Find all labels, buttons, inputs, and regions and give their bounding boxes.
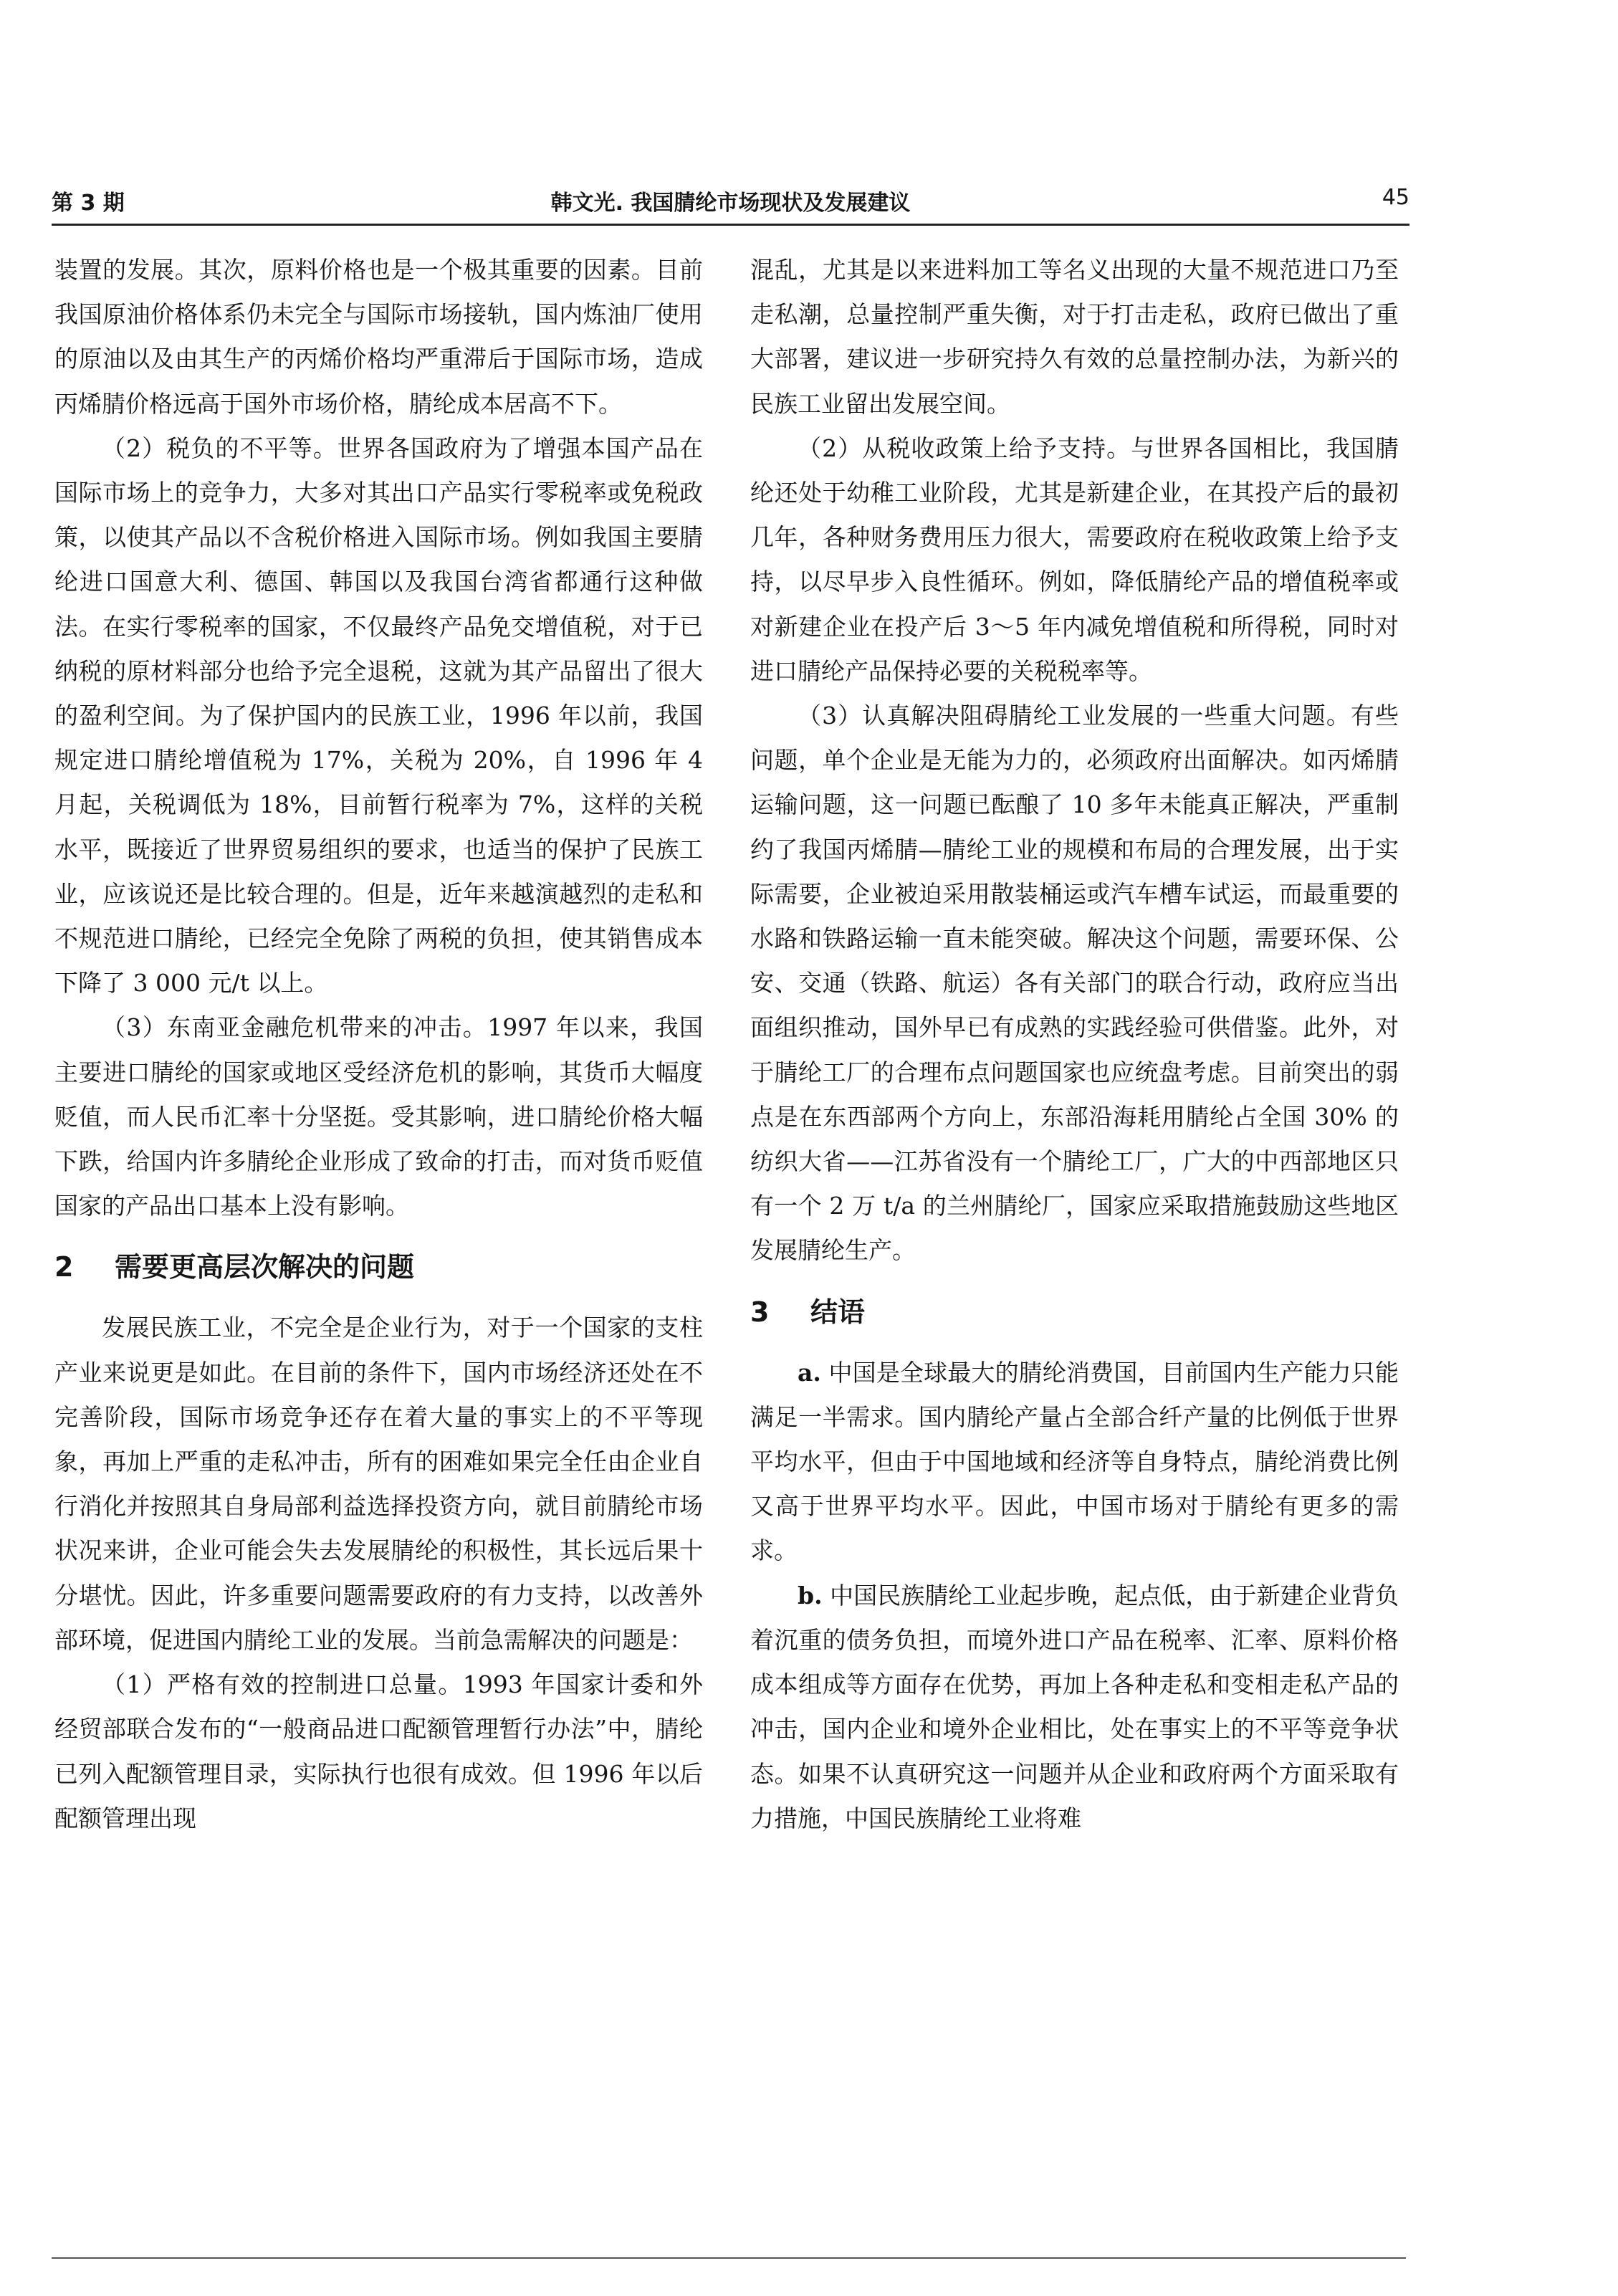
- item-label: a.: [798, 1358, 821, 1387]
- footer-rule: [52, 2257, 1406, 2259]
- paragraph: （3）认真解决阻碍腈纶工业发展的一些重大问题。有些问题，单个企业是无能为力的，必须政府出面解决。如丙烯腈运输问题，这一问题已酝酿了 10 多年未能真正解决，严重制约了我国丙烯腈—腈纶工业的规模和布局的合理发展，出于实际需要，企业被迫采用散装桶运或汽车槽车试运，而最重要的水路和铁路运输一直未能突破。解决这个问题，需要环保、公安、交通（铁路、航运）各有关部门的联合行动，政府应当出面组织推动，国外早已有成熟的实践经验可供借鉴。此外，对于腈纶工厂的合理布点问题国家也应统盘考虑。目前突出的弱点是在东西部两个方向上，东部沿海耗用腈纶占全国 30% 的纺织大省——江苏省没有一个腈纶工厂，广大的中西部地区只有一个 2 万 t/a 的兰州腈纶厂，国家应采取措施鼓励这些地区发展腈纶生产。: [750, 702, 1399, 1265]
- paragraph: 发展民族工业，不完全是企业行为，对于一个国家的支柱产业来说更是如此。在目前的条件下，国内市场经济还处在不完善阶段，国际市场竞争还存在着大量的事实上的不平等现象，再加上严重的走私冲击，所有的困难如果完全任由企业自行消化并按照其自身局部利益选择投资方向，就目前腈纶市场状况来讲，企业可能会失去发展腈纶的积极性，其长远后果十分堪忧。因此，许多重要问题需要政府的有力支持，以改善外部环境，促进国内腈纶工业的发展。当前急需解决的问题是：: [54, 1314, 703, 1654]
- section-number: 2: [54, 1251, 74, 1283]
- section-title: 需要更高层次解决的问题: [115, 1251, 415, 1283]
- paragraph: 混乱，尤其是以来进料加工等名义出现的大量不规范进口乃至走私潮，总量控制严重失衡，对于打击走私，政府已做出了重大部署，建议进一步研究持久有效的总量控制办法，为新兴的民族工业留出发展空间。: [750, 256, 1399, 418]
- item-text: 中国是全球最大的腈纶消费国，目前国内生产能力只能满足一半需求。国内腈纶产量占全部合纤产量的比例低于世界平均水平，但由于中国地域和经济等自身特点，腈纶消费比例又高于世界平均水平。因此，中国市场对于腈纶有更多的需求。: [750, 1358, 1399, 1565]
- paragraph: （1）严格有效的控制进口总量。1993 年国家计委和外经贸部联合发布的“一般商品进口配额管理暂行办法”中，腈纶已列入配额管理目录，实际执行也很有成效。但 1996 年以后配额管理出现: [54, 1670, 703, 1832]
- conclusion-item-b: [750, 1574, 1399, 1841]
- page-number: 45: [1382, 185, 1409, 210]
- paragraph: （2）税负的不平等。世界各国政府为了增强本国产品在国际市场上的竞争力，大多对其出口产品实行零税率或免税政策，以使其产品以不含税价格进入国际市场。例如我国主要腈纶进口国意大利、德国、韩国以及我国台湾省都通行这种做法。在实行零税率的国家，不仅最终产品免交增值税，对于已纳税的原材料部分也给予完全退税，这就为其产品留出了很大的盈利空间。为了保护国内的民族工业，1996 年以前，我国规定进口腈纶增值税为 17%，关税为 20%，自 1996 年 4 月起，关税调低为 18%，目前暂行税率为 7%，这样的关税水平，既接近了世界贸易组织的要求，也适当的保护了民族工业，应该说还是比较合理的。但是，近年来越演越烈的走私和不规范进口腈纶，已经完全免除了两税的负担，使其销售成本下降了 3 000 元/t 以上。: [54, 434, 703, 998]
- running-title: 韩文光. 我国腈纶市场现状及发展建议: [550, 191, 911, 216]
- issue-number: 第 3 期: [52, 191, 125, 216]
- paragraph: 装置的发展。其次，原料价格也是一个极其重要的因素。目前我国原油价格体系仍未完全与国际市场接轨，国内炼油厂使用的原油以及由其生产的丙烯价格均严重滞后于国际市场，造成丙烯腈价格远高于国外市场价格，腈纶成本居高不下。: [54, 256, 703, 418]
- section-heading-3: [750, 1273, 1399, 1351]
- conclusion-item-a: [750, 1351, 1399, 1574]
- right-column: [750, 248, 1399, 2226]
- paragraph: （3）东南亚金融危机带来的冲击。1997 年以来，我国主要进口腈纶的国家或地区受经济危机的影响，其货币大幅度贬值，而人民币汇率十分坚挺。受其影响，进口腈纶价格大幅下跌，给国内许多腈纶企业形成了致命的打击，而对货币贬值国家的产品出口基本上没有影响。: [54, 1013, 703, 1220]
- item-label: b.: [798, 1581, 823, 1609]
- running-header: [52, 171, 1409, 226]
- left-column: [54, 248, 703, 2226]
- section-title: 结语: [810, 1296, 866, 1328]
- paragraph: （2）从税收政策上给予支持。与世界各国相比，我国腈纶还处于幼稚工业阶段，尤其是新建企业，在其投产后的最初几年，各种财务费用压力很大，需要政府在税收政策上给予支持，以尽早步入良性循环。例如，降低腈纶产品的增值税率或对新建企业在投产后 3～5 年内减免增值税和所得税，同时对进口腈纶产品保持必要的关税税率等。: [750, 434, 1399, 685]
- item-text: 中国民族腈纶工业起步晚，起点低，由于新建企业背负着沉重的债务负担，而境外进口产品在税率、汇率、原料价格成本组成等方面存在优势，再加上各种走私和变相走私产品的冲击，国内企业和境外企业相比，处在事实上的不平等竞争状态。如果不认真研究这一问题并从企业和政府两个方面采取有力措施，中国民族腈纶工业将难: [750, 1581, 1399, 1832]
- section-heading-2: [54, 1228, 703, 1306]
- section-number: 3: [750, 1296, 770, 1328]
